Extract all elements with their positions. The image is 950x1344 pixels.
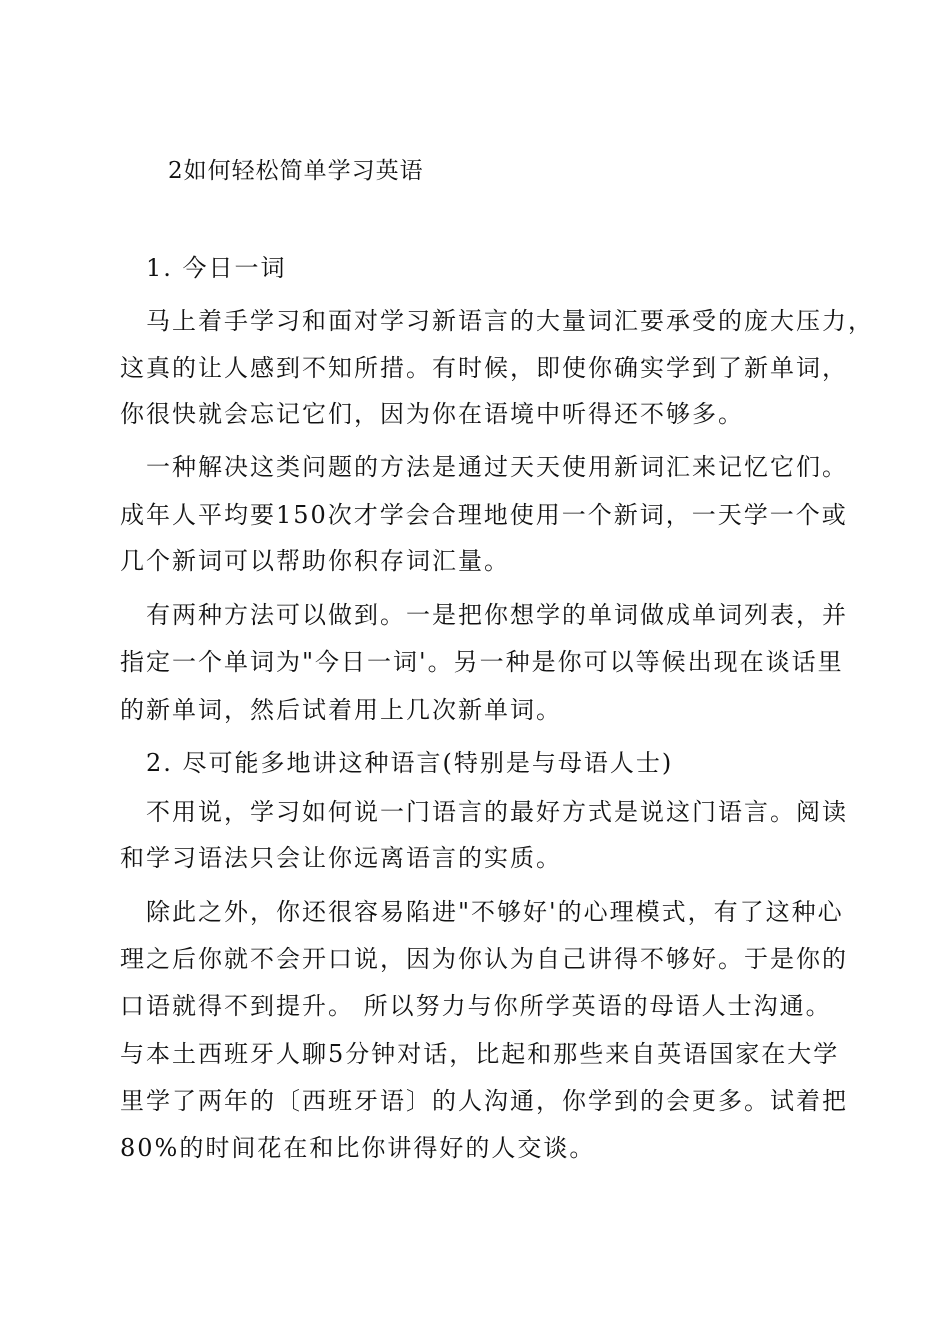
paragraph-line: 这真的让人感到不知所措。有时候，即使你确实学到了新单词， xyxy=(120,354,848,382)
paragraph-line: 与本土西班牙人聊5分钟对话，比起和那些来自英语国家在大学 xyxy=(120,1040,840,1068)
paragraph-line: 一种解决这类问题的方法是通过天天使用新词汇来记忆它们。 xyxy=(146,453,848,481)
paragraph-line: 80%的时间花在和比你讲得好的人交谈。 xyxy=(120,1134,596,1162)
paragraph-line: 不用说，学习如何说一门语言的最好方式是说这门语言。阅读 xyxy=(146,798,848,826)
paragraph-line: 和学习语法只会让你远离语言的实质。 xyxy=(120,844,562,872)
paragraph-line: 指定一个单词为"今日一词'。另一种是你可以等候出现在谈话里 xyxy=(120,648,844,676)
section-heading-1: 1. 今日一词 xyxy=(146,254,287,282)
paragraph-line: 马上着手学习和面对学习新语言的大量词汇要承受的庞大压力， xyxy=(146,307,874,335)
paragraph-line: 成年人平均要150次才学会合理地使用一个新词，一天学一个或 xyxy=(120,501,848,529)
paragraph-line: 有两种方法可以做到。一是把你想学的单词做成单词列表，并 xyxy=(146,601,848,629)
paragraph-line: 你很快就会忘记它们，因为你在语境中听得还不够多。 xyxy=(120,400,744,428)
paragraph-line: 口语就得不到提升。 所以努力与你所学英语的母语人士沟通。 xyxy=(120,992,832,1020)
section-heading-2: 2. 尽可能多地讲这种语言(特别是与母语人士) xyxy=(146,749,674,777)
paragraph-line: 的新单词，然后试着用上几次新单词。 xyxy=(120,696,562,724)
paragraph-line: 除此之外，你还很容易陷进"不够好'的心理模式，有了这种心 xyxy=(146,898,844,926)
paragraph-line: 理之后你就不会开口说，因为你认为自己讲得不够好。于是你的 xyxy=(120,945,848,973)
paragraph-line: 几个新词可以帮助你积存词汇量。 xyxy=(120,547,510,575)
document-title: 2如何轻松简单学习英语 xyxy=(168,158,424,184)
paragraph-line: 里学了两年的〔西班牙语〕的人沟通，你学到的会更多。试着把 xyxy=(120,1087,848,1115)
